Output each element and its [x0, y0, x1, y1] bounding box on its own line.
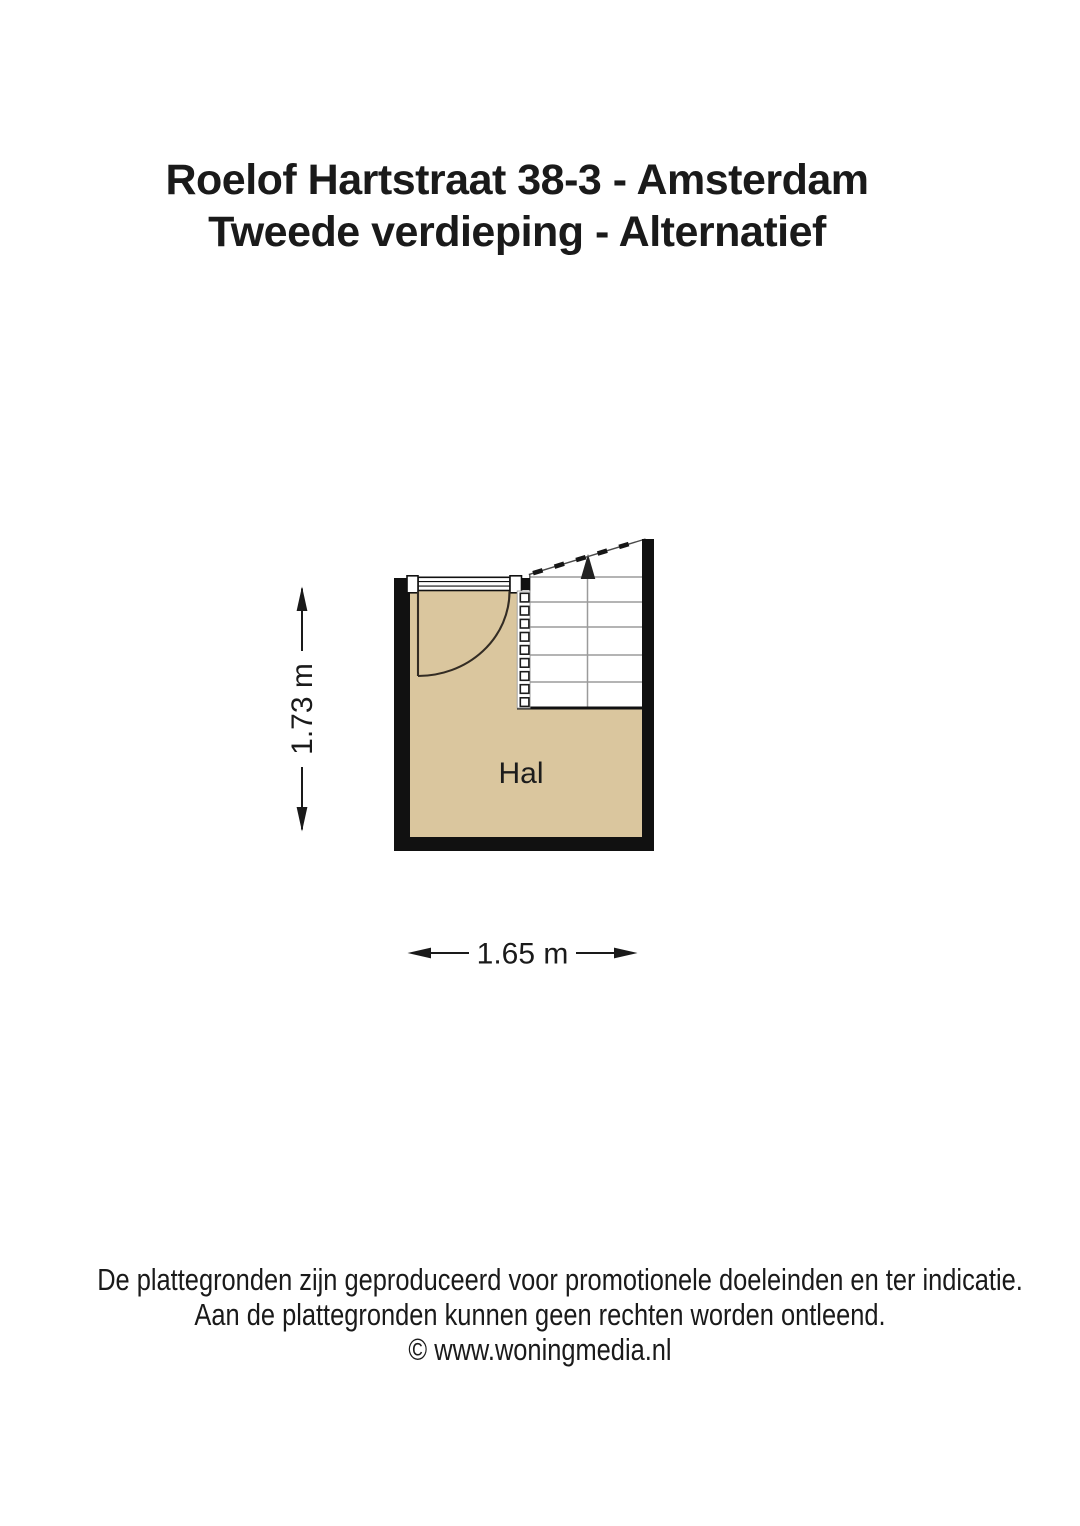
dimension-vertical-label: 1.73 m — [286, 663, 319, 755]
balustrade — [517, 591, 530, 708]
dimension-horizontal — [408, 938, 638, 971]
dimension-horizontal-label: 1.65 m — [476, 937, 569, 971]
footer-disclaimer — [0, 1262, 1080, 1367]
title-line-address: Roelof Hartstraat 38-3 - Amsterdam — [165, 156, 869, 204]
page-title — [0, 154, 1034, 258]
copyright-line: © www.woningmedia.nl — [408, 1332, 672, 1367]
title-line-floor: Tweede verdieping - Alternatief — [208, 208, 826, 256]
disclaimer-line-1: De plattegronden zijn geproduceerd voor promotionele doeleinden en ter indicatie. — [97, 1262, 1023, 1297]
floor-plan-drawing — [280, 520, 680, 980]
window — [407, 576, 522, 593]
room-label: Hal — [498, 757, 544, 790]
disclaimer-line-2: Aan de plattegronden kunnen geen rechten worden ontleend. — [194, 1297, 886, 1332]
dimension-vertical — [286, 587, 319, 832]
